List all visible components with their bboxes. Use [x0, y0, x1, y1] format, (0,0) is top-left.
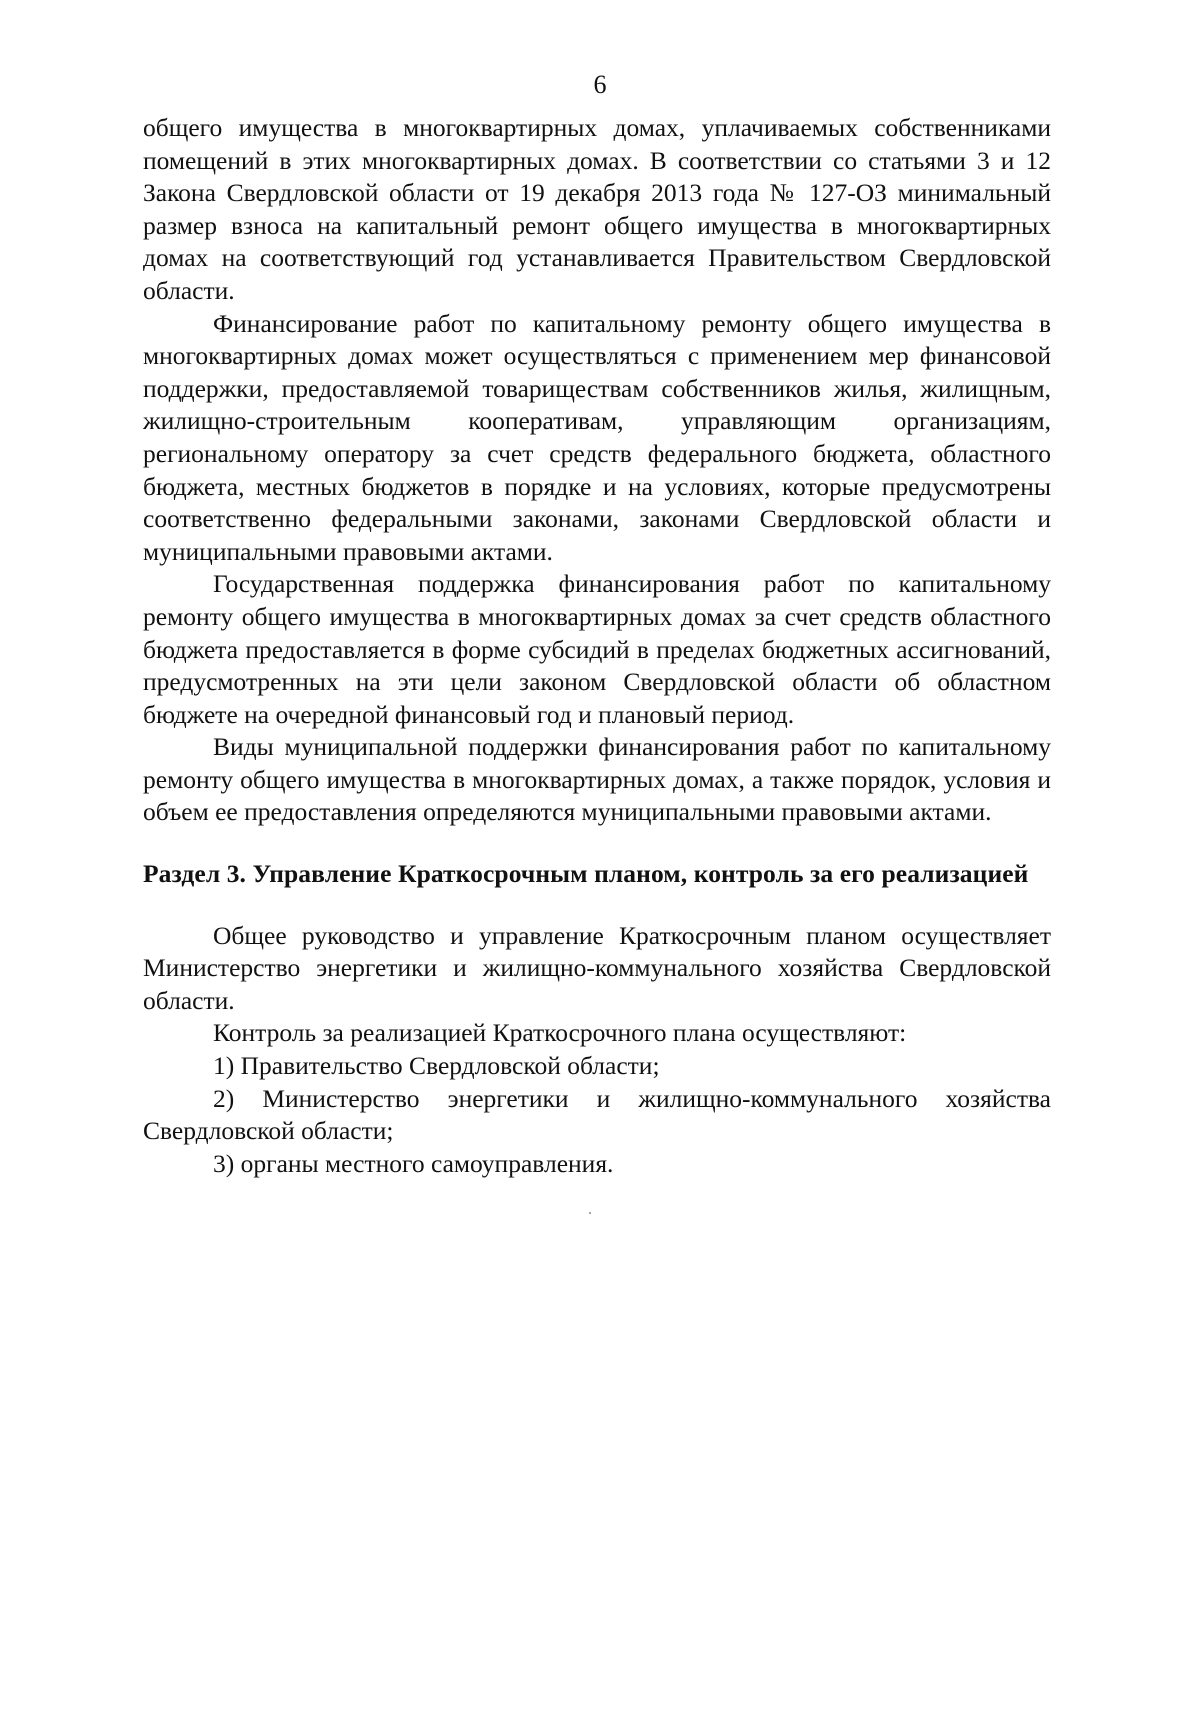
document-body [143, 112, 1051, 1180]
list-item-2: 2) Министерство энергетики и жилищно-коммунального хозяйства Свердловской области; [143, 1083, 1051, 1146]
scan-speck [589, 1212, 591, 1214]
page-number: 6 [593, 70, 607, 99]
paragraph-control-intro: Контроль за реализацией Краткосрочного плана осуществляют: [213, 1018, 907, 1048]
section-heading: Раздел 3. Управление Краткосрочным планом, контроль за его реализацией [143, 859, 1029, 889]
list-item-1: 1) Правительство Свердловской области; [213, 1051, 660, 1081]
paragraph-financing: Финансирование работ по капитальному ремонту общего имущества в многоквартирных домах может осуществляться с применением мер финансовой поддержки, предоставляемой товариществам собственников жилья, жилищным, жилищно-строительным кооперативам, управляющим организациям, региональному оператору за счет средств федерального бюджета, областного бюджета, местных бюджетов в порядке и на условиях, которые предусмотрены соответственно федеральными законами, законами Свердловской области и муниципальными правовыми актами. [143, 308, 1051, 566]
paragraph-continuation: общего имущества в многоквартирных домах, уплачиваемых собственниками помещений в этих многоквартирных домах. В соответствии со статьями 3 и 12 Закона Свердловской области от 19 декабря 2013 года № 127-ОЗ минимальный размер взноса на капитальный ремонт общего имущества в многоквартирных домах на соответствующий год устанавливается Правительством Свердловской области. [143, 113, 1051, 305]
paragraph-management: Общее руководство и управление Краткосрочным планом осуществляет Министерство энергетики и жилищно-коммунального хозяйства Свердловской области. [143, 920, 1051, 1015]
list-item-3: 3) органы местного самоуправления. [213, 1148, 614, 1178]
paragraph-state-support: Государственная поддержка финансирования работ по капитальному ремонту общего имущества в многоквартирных домах за счет средств областного бюджета предоставляется в форме субсидий в пределах бюджетных ассигнований, предусмотренных на эти цели законом Свердловской области об областном бюджете на очередной финансовый год и плановый период. [143, 569, 1051, 729]
paragraph-municipal-support: Виды муниципальной поддержки финансирования работ по капитальному ремонту общего имущества в многоквартирных домах, а также порядок, условия и объем ее предоставления определяются муниципальными правовыми актами. [143, 732, 1051, 827]
